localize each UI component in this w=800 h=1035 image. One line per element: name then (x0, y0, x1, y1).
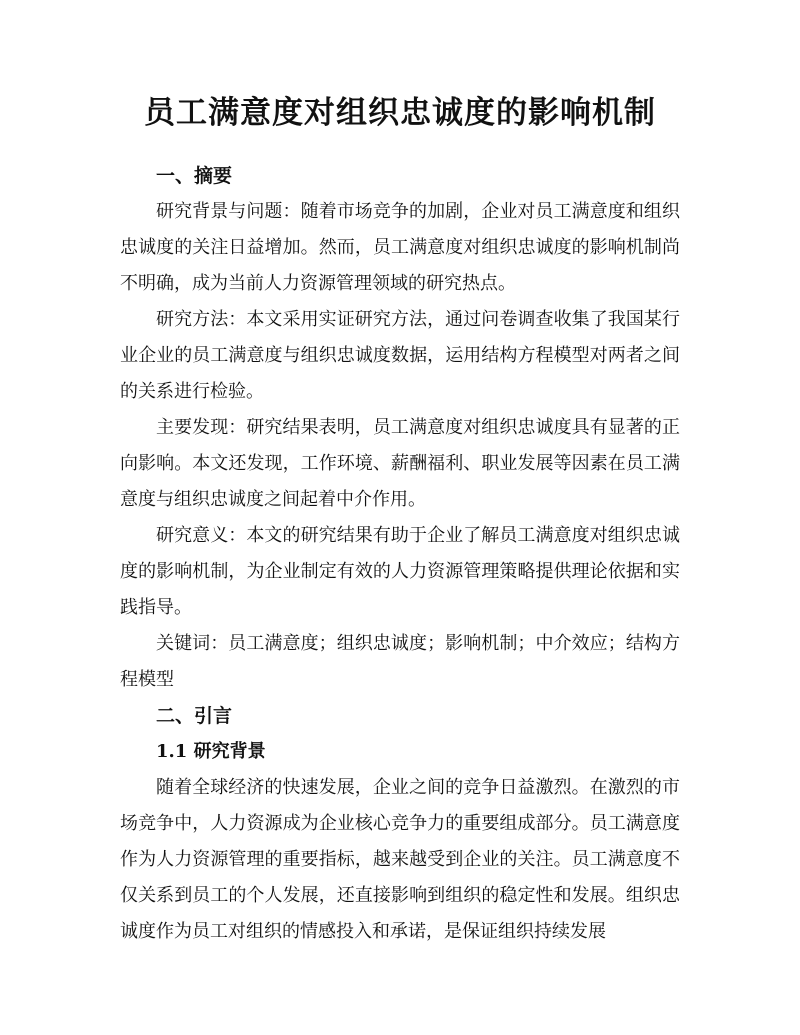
section-heading-introduction: 二、引言 (156, 705, 233, 727)
abstract-findings-paragraph: 主要发现：研究结果表明，员工满意度对组织忠诚度具有显著的正向影响。本文还发现，工作环境、薪酬福利、职业发展等因素在员工满意度与组织忠诚度之间起着中介作用。 (120, 417, 680, 510)
abstract-significance-paragraph: 研究意义：本文的研究结果有助于企业了解员工满意度对组织忠诚度的影响机制，为企业制定有效的人力资源管理策略提供理论依据和实践指导。 (120, 525, 680, 618)
subsection-heading-background: 1.1 研究背景 (156, 741, 266, 762)
introduction-paragraph: 随着全球经济的快速发展，企业之间的竞争日益激烈。在激烈的市场竞争中，人力资源成为企业核心竞争力的重要组成部分。员工满意度作为人力资源管理的重要指标，越来越受到企业的关注。员工满意度不仅关系到员工的个人发展，还直接影响到组织的稳定性和发展。组织忠诚度作为员工对组织的情感投入和承诺，是保证组织持续发展 (120, 777, 680, 942)
abstract-background-paragraph: 研究背景与问题：随着市场竞争的加剧，企业对员工满意度和组织忠诚度的关注日益增加。然而，员工满意度对组织忠诚度的影响机制尚不明确，成为当前人力资源管理领域的研究热点。 (120, 201, 680, 294)
keywords-paragraph: 关键词：员工满意度；组织忠诚度；影响机制；中介效应；结构方程模型 (120, 633, 680, 690)
document-title: 员工满意度对组织忠诚度的影响机制 (144, 95, 656, 131)
abstract-method-paragraph: 研究方法：本文采用实证研究方法，通过问卷调查收集了我国某行业企业的员工满意度与组织忠诚度数据，运用结构方程模型对两者之间的关系进行检验。 (120, 309, 680, 402)
section-heading-abstract: 一、摘要 (156, 165, 233, 187)
